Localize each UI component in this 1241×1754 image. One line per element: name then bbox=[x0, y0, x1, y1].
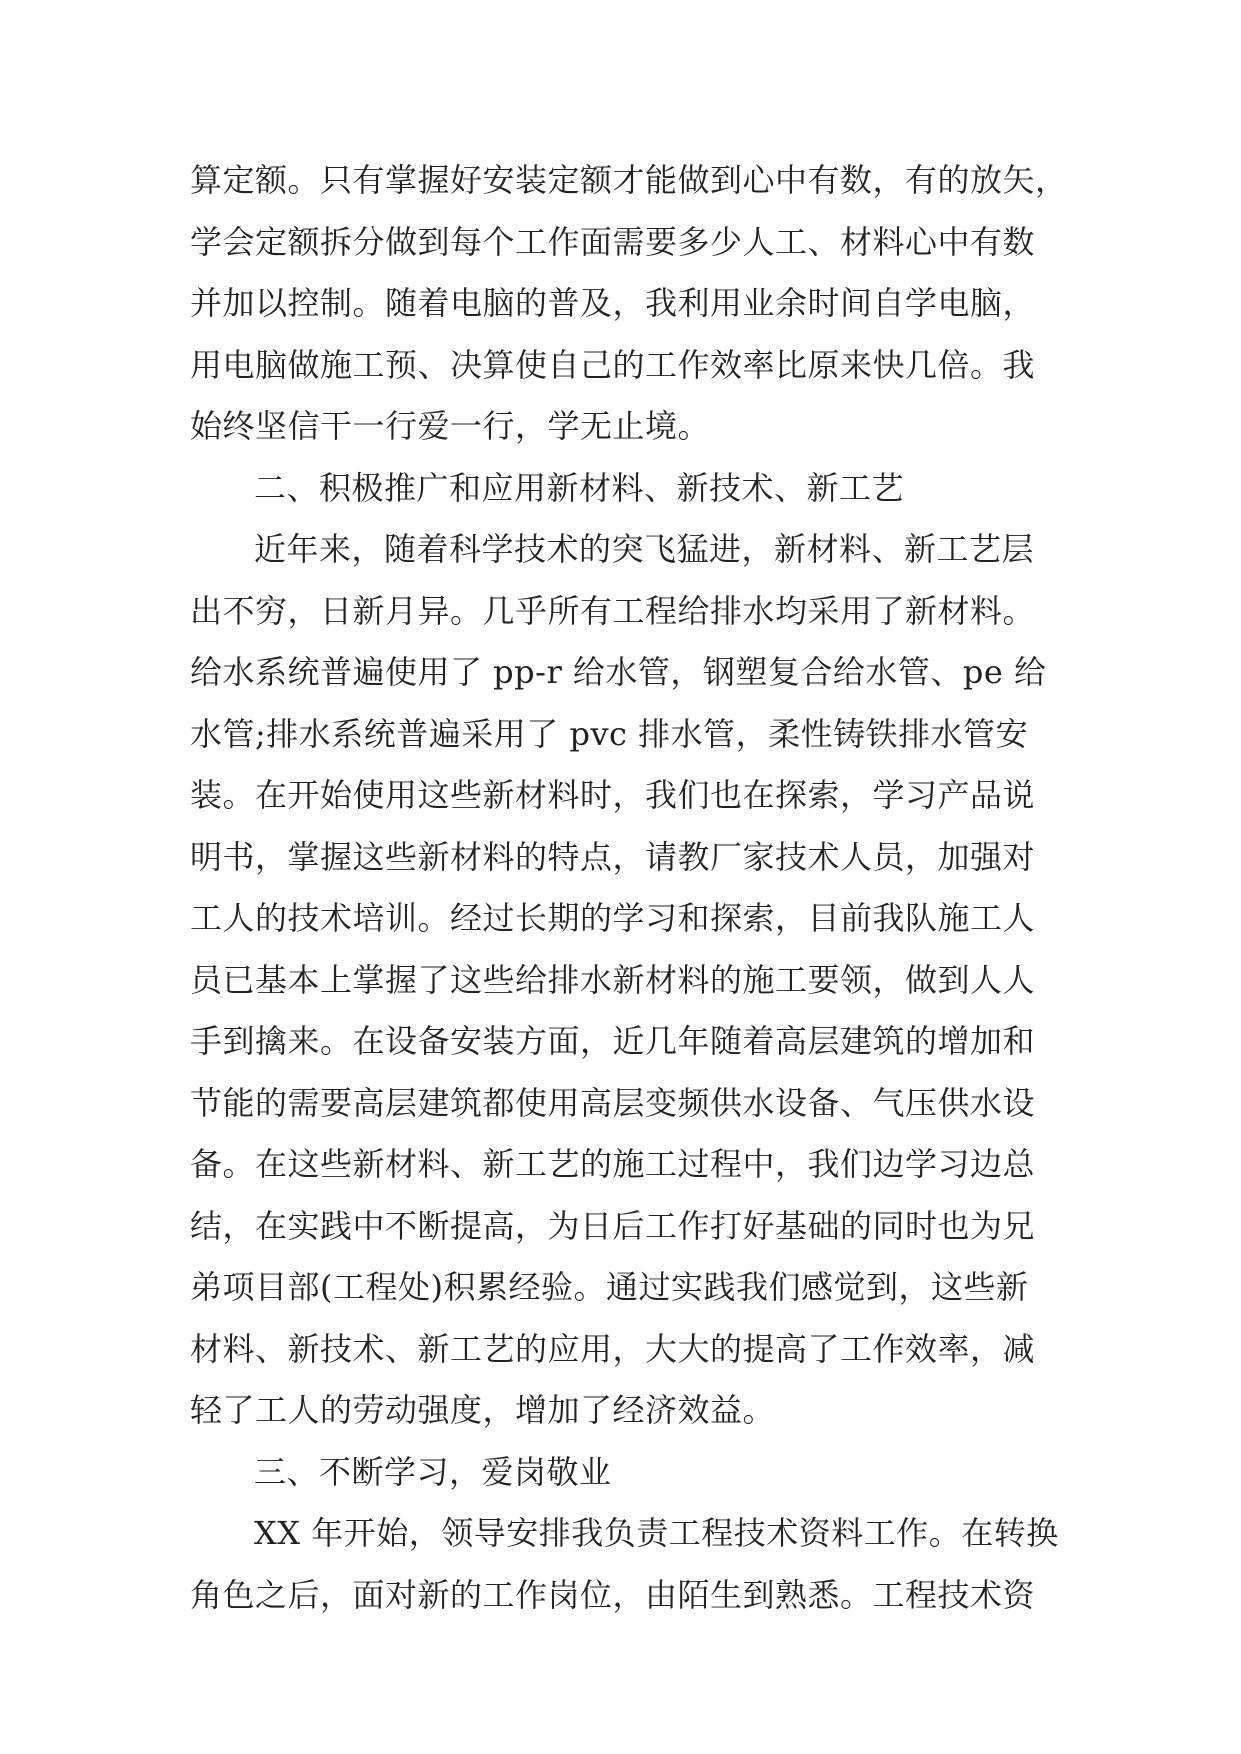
text-line: 员已基本上掌握了这些给排水新材料的施工要领，做到人人 bbox=[190, 960, 1036, 999]
text-line: 装。在开始使用这些新材料时，我们也在探索，学习产品说 bbox=[190, 776, 1036, 814]
text-line: 节能的需要高层建筑都使用高层变频供水设备、气压供水设 bbox=[190, 1083, 1036, 1122]
text-line: 给水系统普遍使用了 pp-r 给水管，钢塑复合给水管、pe 给 bbox=[190, 653, 1047, 691]
text-line: 结，在实践中不断提高，为日后工作打好基础的同时也为兄 bbox=[190, 1206, 1036, 1245]
text-line: 明书，掌握这些新材料的特点，请教厂家技术人员，加强对 bbox=[190, 837, 1036, 876]
text-line: 水管;排水系统普遍采用了 pvc 排水管，柔性铸铁排水管安 bbox=[190, 714, 1029, 753]
text-line: 算定额。只有掌握好安装定额才能做到心中有数，有的放矢， bbox=[190, 161, 1068, 199]
text-line: 备。在这些新材料、新工艺的施工过程中，我们边学习边总 bbox=[190, 1145, 1036, 1183]
text-line: 轻了工人的劳动强度，增加了经济效益。 bbox=[190, 1391, 776, 1429]
text-line: 手到擒来。在设备安装方面，近几年随着高层建筑的增加和 bbox=[190, 1022, 1036, 1060]
paragraph-first-line: 近年来，随着科学技术的突飞猛进，新材料、新工艺层 bbox=[254, 530, 1035, 568]
text-line: 工人的技术培训。经过长期的学习和探索，目前我队施工人 bbox=[190, 899, 1036, 937]
paragraph-first-line: XX 年开始，领导安排我负责工程技术资料工作。在转换 bbox=[254, 1514, 1059, 1552]
text-line: 角色之后，面对新的工作岗位，由陌生到熟悉。工程技术资 bbox=[190, 1575, 1036, 1614]
text-line: 弟项目部(工程处)积累经验。通过实践我们感觉到，这些新 bbox=[190, 1268, 1029, 1306]
text-line: 出不穷，日新月异。几乎所有工程给排水均采用了新材料。 bbox=[190, 591, 1036, 630]
text-line: 始终坚信干一行爱一行，学无止境。 bbox=[190, 407, 711, 445]
document-page bbox=[190, 150, 1070, 1626]
text-line: 并加以控制。随着电脑的普及，我利用业余时间自学电脑， bbox=[190, 284, 1036, 322]
text-line: 材料、新技术、新工艺的应用，大大的提高了工作效率，减 bbox=[190, 1329, 1036, 1368]
text-line: 学会定额拆分做到每个工作面需要多少人工、材料心中有数 bbox=[190, 222, 1036, 261]
section-heading: 二、积极推广和应用新材料、新技术、新工艺 bbox=[254, 468, 905, 507]
text-line: 用电脑做施工预、决算使自己的工作效率比原来快几倍。我 bbox=[190, 345, 1036, 384]
section-heading: 三、不断学习，爱岗敬业 bbox=[254, 1452, 612, 1491]
